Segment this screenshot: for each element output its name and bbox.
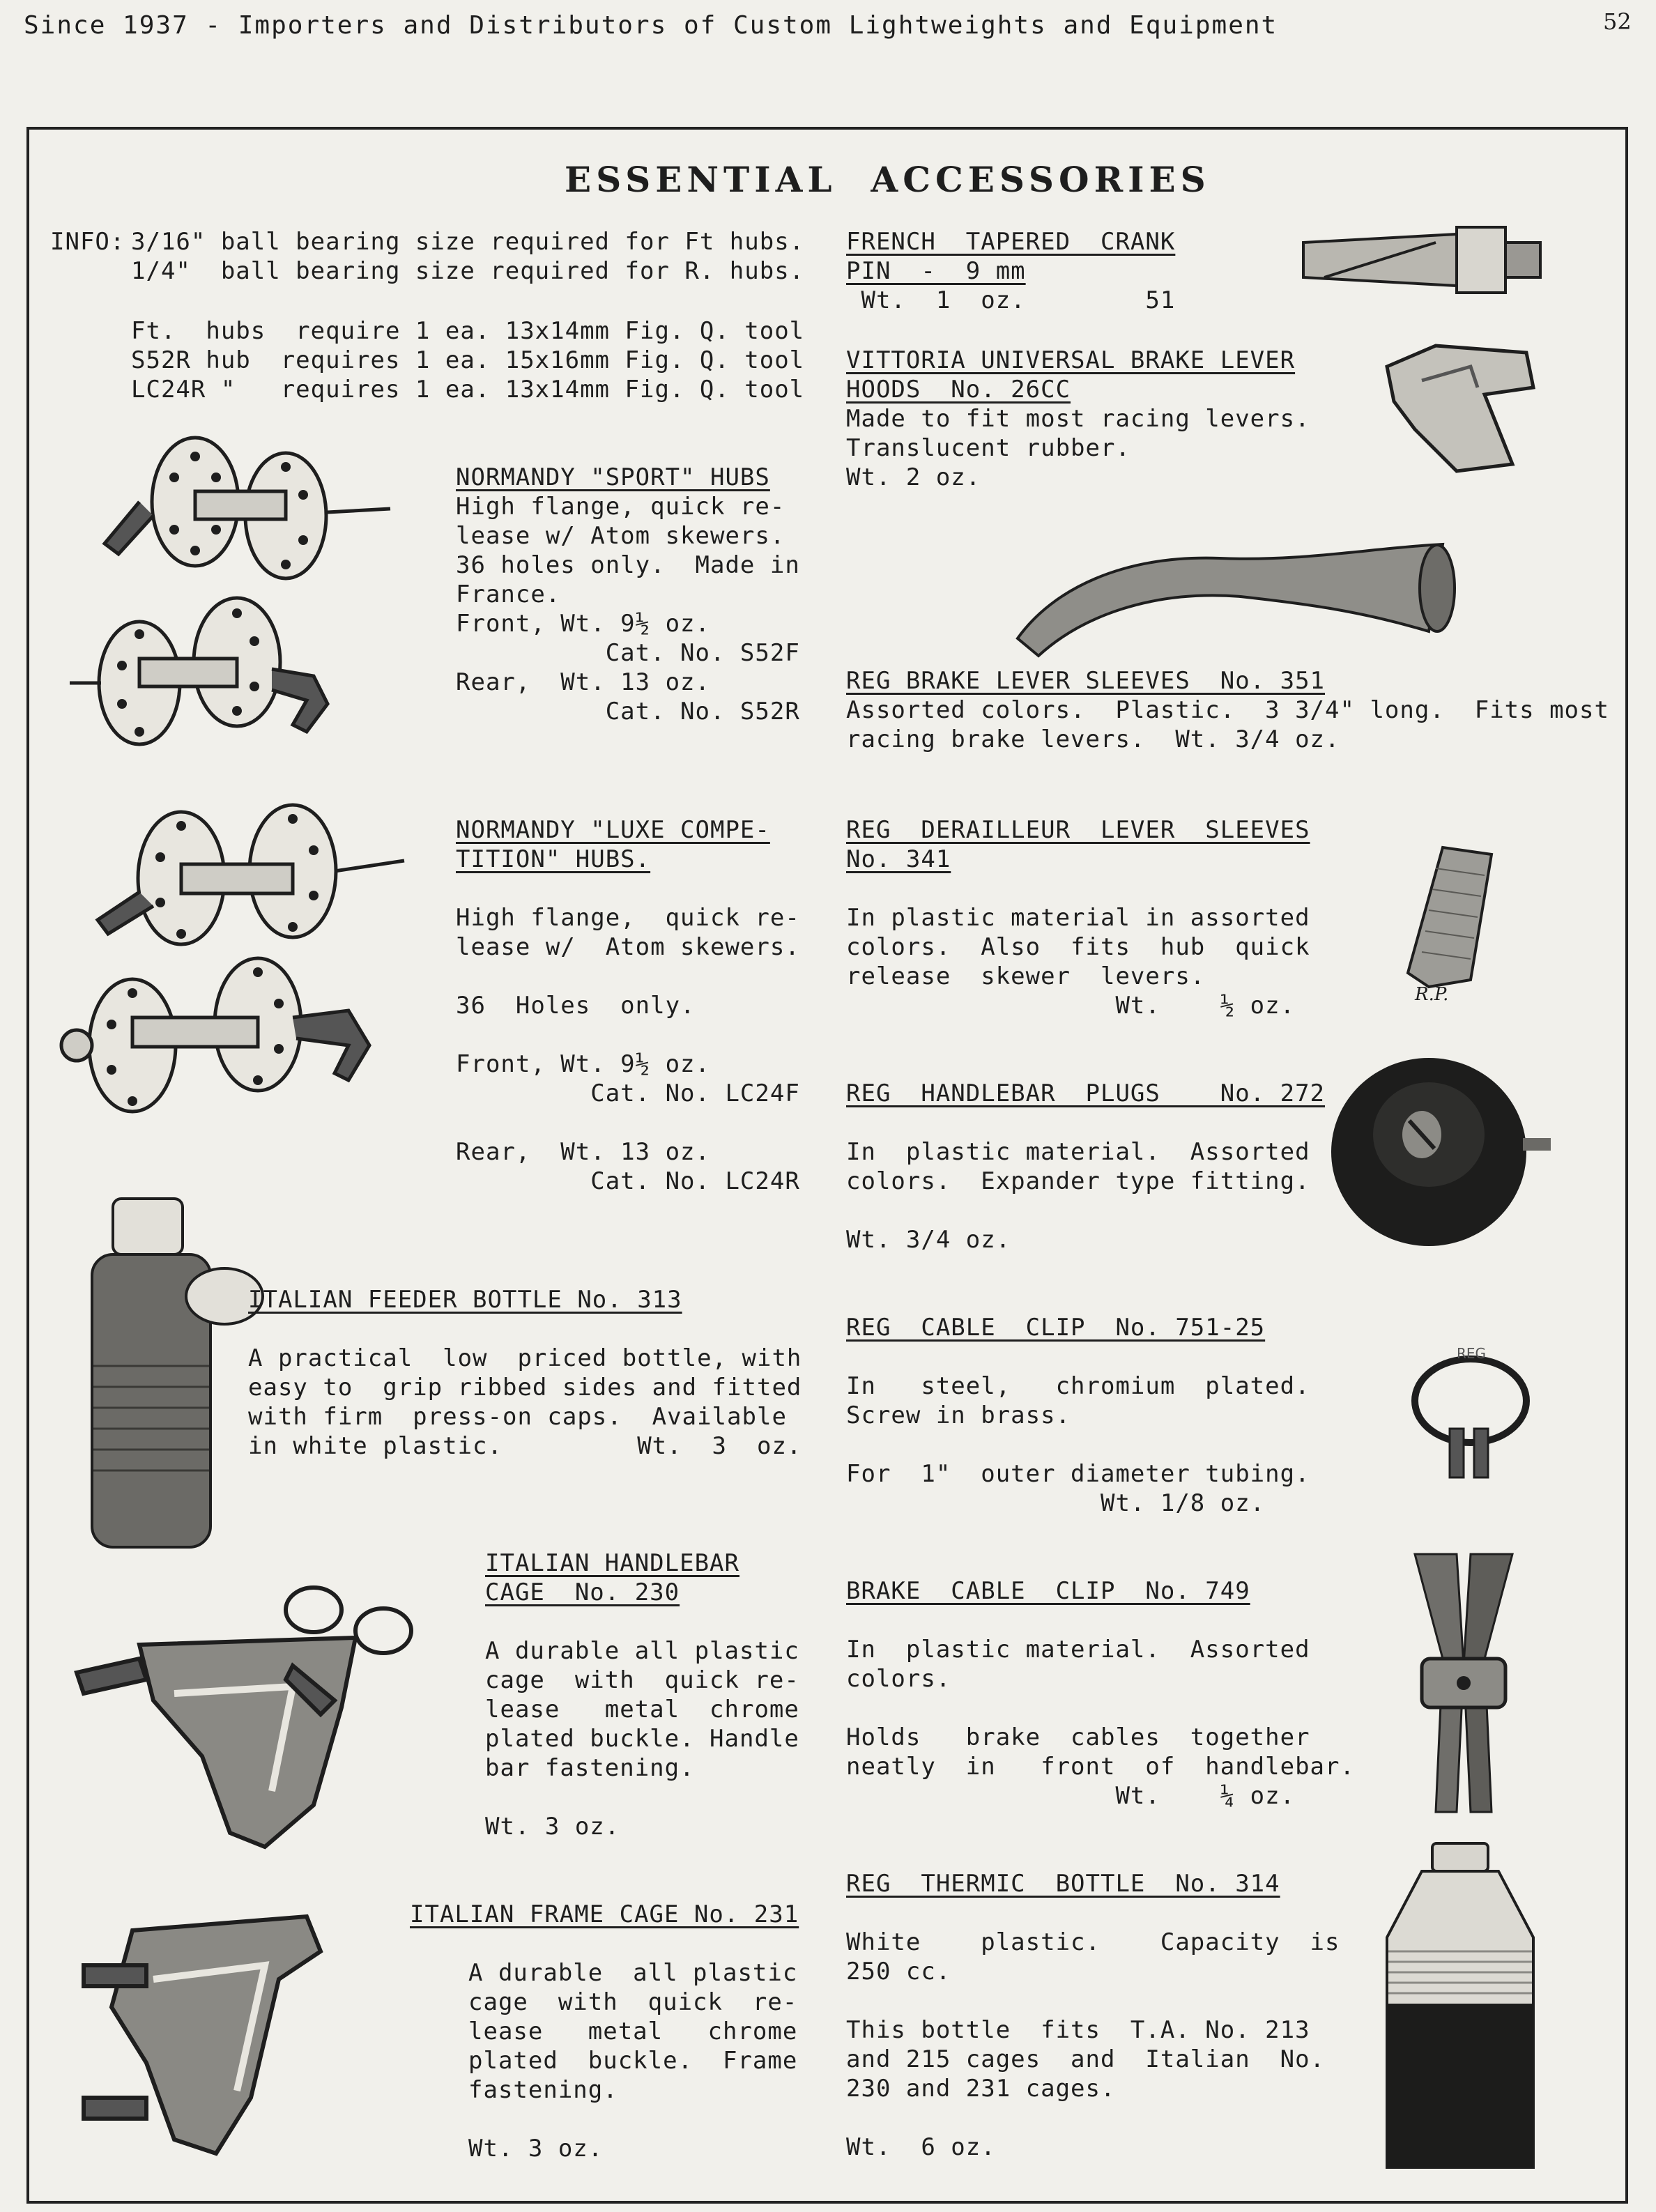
feeder-bottle-line: with firm press-on caps. Available (248, 1403, 787, 1431)
handlebar-cage-illustration (63, 1582, 453, 1861)
feeder-bottle-line: in white plastic. Wt. 3 oz. (248, 1432, 802, 1460)
clip-stamp: REG (1457, 1345, 1487, 1362)
sport-hubs-illustration (63, 425, 411, 753)
sport-hubs-line: France. (456, 581, 561, 608)
info-label: INFO: (50, 228, 125, 256)
handlebar-plugs-weight: Wt. 3/4 oz. (846, 1226, 1011, 1254)
sport-hubs-line: Cat. No. S52F (456, 639, 800, 667)
thermic-bottle-illustration (1366, 1840, 1554, 2174)
brake-sleeves-title: REG BRAKE LEVER SLEEVES No. 351 (846, 667, 1326, 695)
sport-hubs-line: High flange, quick re- (456, 493, 785, 521)
brake-sleeves-line: racing brake levers. Wt. 3/4 oz. (846, 725, 1340, 753)
brake-cable-clip-line: Holds brake cables together (846, 1723, 1310, 1751)
frame-cage-line: plated buckle. Frame (468, 2047, 798, 2075)
handlebar-plugs-title: REG HANDLEBAR PLUGS No. 272 (846, 1080, 1326, 1107)
thermic-bottle-title: REG THERMIC BOTTLE No. 314 (846, 1870, 1280, 1898)
brake-cable-clip-line: colors. (846, 1665, 951, 1693)
frame-cage-weight: Wt. 3 oz. (468, 2135, 604, 2163)
feeder-bottle-line: easy to grip ribbed sides and fitted (248, 1374, 802, 1401)
luxe-hubs-rear-cat: Cat. No. LC24R (456, 1167, 800, 1195)
header-tagline: Since 1937 - Importers and Distributors of Custom Lightweights and Equipment (24, 11, 1278, 40)
tool-line: LC24R " requires 1 ea. 13x14mm Fig. Q. tool (131, 376, 805, 404)
crank-pin-weight: Wt. 1 oz. 51 (846, 286, 1176, 314)
luxe-hubs-holes: 36 Holes only. (456, 992, 696, 1020)
frame-cage-title: ITALIAN FRAME CAGE No. 231 (410, 1900, 799, 1928)
handlebar-cage-line: plated buckle. Handle (485, 1725, 799, 1753)
derailleur-sleeves-line: Wt. ½ oz. (846, 992, 1296, 1020)
derailleur-sleeves-line: release skewer levers. (846, 962, 1206, 990)
brake-hoods-line: Made to fit most racing levers. (846, 405, 1310, 433)
handlebar-plug-illustration (1324, 1051, 1554, 1253)
derailleur-sleeves-title: No. 341 (846, 845, 951, 873)
cable-clip-title: REG CABLE CLIP No. 751-25 (846, 1314, 1266, 1342)
brake-lever-sleeve-illustration (1011, 527, 1457, 659)
handlebar-cage-line: A durable all plastic (485, 1637, 799, 1665)
frame-cage-line: fastening. (468, 2076, 618, 2104)
info-line: 3/16" ball bearing size required for Ft hubs. (131, 228, 805, 256)
sport-hubs-title: NORMANDY "SPORT" HUBS (456, 463, 770, 491)
info-line: 1/4" ball bearing size required for R. hubs. (131, 257, 805, 285)
crank-pin-title: FRENCH TAPERED CRANK (846, 228, 1176, 256)
brake-cable-clip-line: neatly in front of handlebar. (846, 1753, 1355, 1781)
luxe-hubs-title: TITION" HUBS. (456, 845, 651, 873)
derailleur-sleeves-title: REG DERAILLEUR LEVER SLEEVES (846, 816, 1310, 844)
handlebar-cage-line: bar fastening. (485, 1754, 695, 1782)
sport-hubs-line: 36 holes only. Made in (456, 551, 800, 579)
luxe-hubs-line: lease w/ Atom skewers. (456, 933, 800, 961)
cable-clip-line: For 1" outer diameter tubing. (846, 1460, 1310, 1488)
handlebar-cage-title: ITALIAN HANDLEBAR (485, 1549, 739, 1577)
luxe-hubs-illustration (56, 794, 418, 1122)
feeder-bottle-illustration (64, 1192, 273, 1561)
sport-hubs-line: Front, Wt. 9½ oz. (456, 610, 710, 638)
cable-clip-line: In steel, chromium plated. (846, 1372, 1310, 1400)
brake-cable-clip-title: BRAKE CABLE CLIP No. 749 (846, 1577, 1250, 1605)
thermic-bottle-line: 230 and 231 cages. (846, 2075, 1116, 2103)
frame-cage-line: cage with quick re- (468, 1988, 798, 2016)
brake-hoods-illustration (1373, 339, 1540, 478)
sport-hubs-line: lease w/ Atom skewers. (456, 522, 785, 550)
luxe-hubs-rear: Rear, Wt. 13 oz. (456, 1138, 710, 1166)
thermic-bottle-line: This bottle fits T.A. No. 213 (846, 2016, 1310, 2044)
brake-hoods-title: HOODS No. 26CC (846, 376, 1071, 404)
brake-hoods-line: Translucent rubber. (846, 434, 1130, 462)
brake-hoods-title: VITTORIA UNIVERSAL BRAKE LEVER (846, 346, 1296, 374)
handlebar-cage-line: lease metal chrome (485, 1696, 799, 1723)
luxe-hubs-line: High flange, quick re- (456, 904, 800, 932)
sport-hubs-line: Cat. No. S52R (456, 698, 800, 725)
handlebar-plugs-line: colors. Expander type fitting. (846, 1167, 1310, 1195)
luxe-hubs-front-cat: Cat. No. LC24F (456, 1080, 800, 1107)
brake-sleeves-line: Assorted colors. Plastic. 3 3/4" long. Fits most (846, 696, 1609, 724)
handlebar-plugs-line: In plastic material. Assorted (846, 1138, 1310, 1166)
brake-cable-clip-weight: Wt. ¼ oz. (846, 1782, 1296, 1810)
frame-cage-illustration (70, 1903, 348, 2167)
cable-clip-weight: Wt. 1/8 oz. (846, 1489, 1266, 1517)
tool-line: S52R hub requires 1 ea. 15x16mm Fig. Q. tool (131, 346, 805, 374)
handlebar-cage-line: cage with quick re- (485, 1666, 799, 1694)
thermic-bottle-weight: Wt. 6 oz. (846, 2133, 996, 2161)
derailleur-sleeves-line: colors. Also fits hub quick (846, 933, 1310, 961)
brake-hoods-line: Wt. 2 oz. (846, 463, 981, 491)
crank-pin-title: PIN - 9 mm (846, 257, 1026, 285)
crank-pin-illustration (1296, 222, 1547, 298)
plug-signature: R.P. (1415, 984, 1449, 1005)
handlebar-cage-weight: Wt. 3 oz. (485, 1813, 620, 1841)
cable-clip-line: Screw in brass. (846, 1401, 1071, 1429)
feeder-bottle-title: ITALIAN FEEDER BOTTLE No. 313 (248, 1286, 682, 1314)
thermic-bottle-line: and 215 cages and Italian No. (846, 2045, 1326, 2073)
brake-cable-clip-line: In plastic material. Assorted (846, 1636, 1310, 1664)
feeder-bottle-line: A practical low priced bottle, with (248, 1344, 802, 1372)
thermic-bottle-line: 250 cc. (846, 1958, 951, 1986)
sport-hubs-line: Rear, Wt. 13 oz. (456, 668, 710, 696)
luxe-hubs-title: NORMANDY "LUXE COMPE- (456, 816, 770, 844)
brake-cable-clip-illustration (1394, 1547, 1533, 1819)
section-title: ESSENTIAL ACCESSORIES (565, 159, 1211, 200)
derailleur-sleeves-line: In plastic material in assorted (846, 904, 1310, 932)
frame-cage-line: A durable all plastic (468, 1959, 798, 1987)
handlebar-cage-title: CAGE No. 230 (485, 1579, 680, 1606)
luxe-hubs-front: Front, Wt. 9½ oz. (456, 1050, 710, 1078)
page-number: 52 (1603, 8, 1632, 35)
frame-cage-line: lease metal chrome (468, 2018, 798, 2045)
tool-line: Ft. hubs require 1 ea. 13x14mm Fig. Q. tool (131, 317, 805, 345)
thermic-bottle-line: White plastic. Capacity is (846, 1928, 1340, 1956)
